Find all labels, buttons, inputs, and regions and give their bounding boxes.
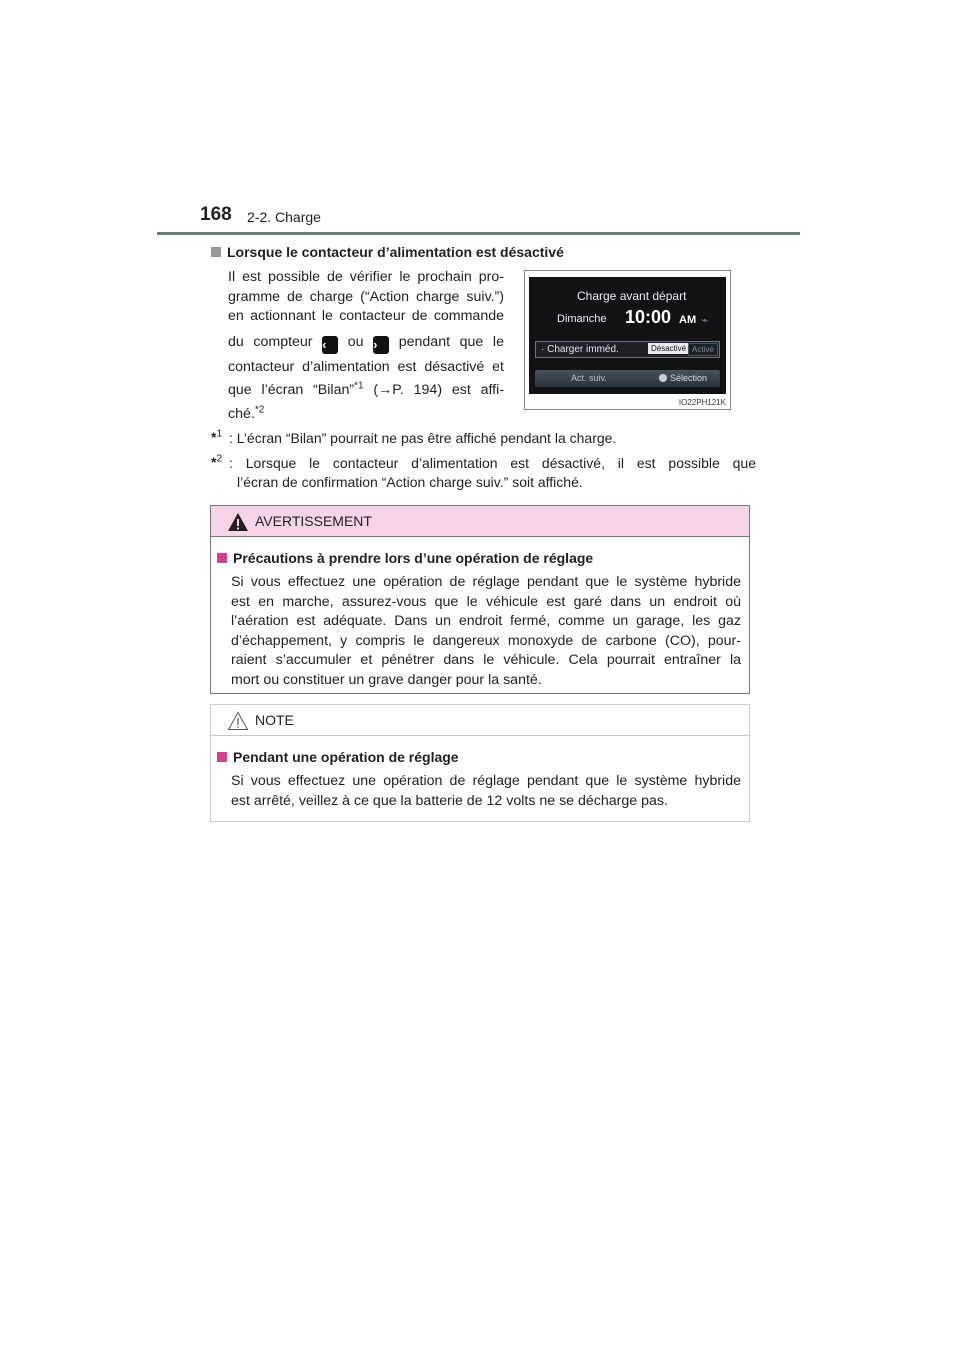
bullet-square-icon <box>211 247 221 257</box>
warning-line: raient s’accumuler et pénétrer dans le véhicule. Cela pourrait entraîner la <box>231 652 741 669</box>
section-title: 2-2. Charge <box>247 209 321 225</box>
warning-line: est en marche, assurez-vous que le véhicule est garé dans un endroit où <box>231 593 741 610</box>
intro-line <box>228 333 504 354</box>
screen-figure <box>524 270 731 410</box>
intro-line: en actionnant le contacteur de commande <box>228 308 504 325</box>
plug-icon: ⌁ <box>701 313 709 327</box>
option-off: Désactivé <box>648 343 689 354</box>
intro-text: ché. <box>228 405 255 422</box>
intro-text: que l’écran “Bilan” <box>228 382 355 399</box>
screen-ampm: AM <box>679 314 697 326</box>
select-label: Sélection <box>670 373 708 383</box>
footnote-text: : Lorsque le contacteur d’alimentation est désactivé, il est possible que <box>229 455 756 471</box>
screen-time: 10:00 <box>625 307 672 327</box>
intro-text: pendant que le <box>398 333 504 350</box>
intro-line: Il est possible de vérifier le prochain pro- <box>228 269 504 285</box>
charge-now-row <box>535 341 720 358</box>
note-label: NOTE <box>255 712 294 728</box>
intro-heading-text: Lorsque le contacteur d’alimentation est désactivé <box>227 244 564 260</box>
footnote-text: l’écran de confirmation “Action charge suiv.” soit affiché. <box>237 474 583 491</box>
note-header <box>211 705 749 736</box>
intro-line: contacteur d’alimentation est désactivé et <box>228 358 504 375</box>
select-knob-icon <box>659 374 667 382</box>
intro-line: gramme de charge (“Action charge suiv.”) <box>228 288 504 305</box>
warning-heading-text: Précautions à prendre lors d’une opération de réglage <box>233 550 594 566</box>
next-action-label: Act. suiv. <box>571 373 607 383</box>
chevron-left-icon: ‹ <box>322 336 338 354</box>
warning-triangle-icon <box>227 512 249 532</box>
warning-box <box>210 505 750 694</box>
footnote-mark: *$^2$ <box>211 453 223 470</box>
header-rule <box>157 232 800 235</box>
warning-line: l’aération est adéquate. Dans un endroit fermé, comme un garage, les gaz <box>231 613 741 630</box>
note-line: est arrêté, veillez à ce que la batterie de 12 volts ne se décharge pas. <box>231 792 668 809</box>
intro-text: ou <box>347 333 364 350</box>
screen-day: Dimanche <box>557 313 607 325</box>
figure-code: IO22PH121K <box>678 398 726 407</box>
note-box <box>210 704 750 822</box>
chevron-right-icon: › <box>373 336 389 354</box>
intro-line <box>228 405 504 425</box>
charge-now-label: · Charger imméd. <box>541 344 619 355</box>
screen-bottom-bar <box>535 370 720 387</box>
intro-line <box>228 381 504 401</box>
note-heading <box>217 749 459 765</box>
warning-label: AVERTISSEMENT <box>255 513 372 529</box>
footnote-mark: *$^1$ <box>211 428 223 445</box>
warning-paragraph <box>231 573 741 691</box>
caution-triangle-icon <box>227 711 249 731</box>
note-paragraph <box>231 772 741 811</box>
display-screen <box>529 277 726 394</box>
intro-paragraph <box>228 268 504 425</box>
intro-heading <box>211 244 564 260</box>
note-line: Si vous effectuez une opération de réglage pendant que le système hybride <box>231 773 741 789</box>
warning-header <box>211 506 749 537</box>
bullet-square-icon <box>217 553 227 563</box>
bullet-square-icon <box>217 752 227 762</box>
warning-line: mort ou constituer un grave danger pour la santé. <box>231 671 542 688</box>
option-on: Activé <box>688 343 718 356</box>
warning-heading <box>217 550 593 566</box>
page-number: 168 <box>200 204 232 225</box>
footnote-ref: *1 <box>354 380 364 392</box>
intro-text: (→P. 194) est affi- <box>373 382 504 399</box>
footnote-text: : L’écran “Bilan” pourrait ne pas être affiché pendant la charge. <box>229 430 617 446</box>
warning-line: Si vous effectuez une opération de réglage pendant que le système hybride <box>231 574 741 590</box>
screen-title: Charge avant départ <box>577 289 687 303</box>
note-heading-text: Pendant une opération de réglage <box>233 749 459 765</box>
intro-text: du compteur <box>228 333 313 350</box>
warning-line: d’échappement, y compris le dangereux monoxyde de carbone (CO), pour- <box>231 632 741 649</box>
footnote-ref: *2 <box>254 404 265 416</box>
